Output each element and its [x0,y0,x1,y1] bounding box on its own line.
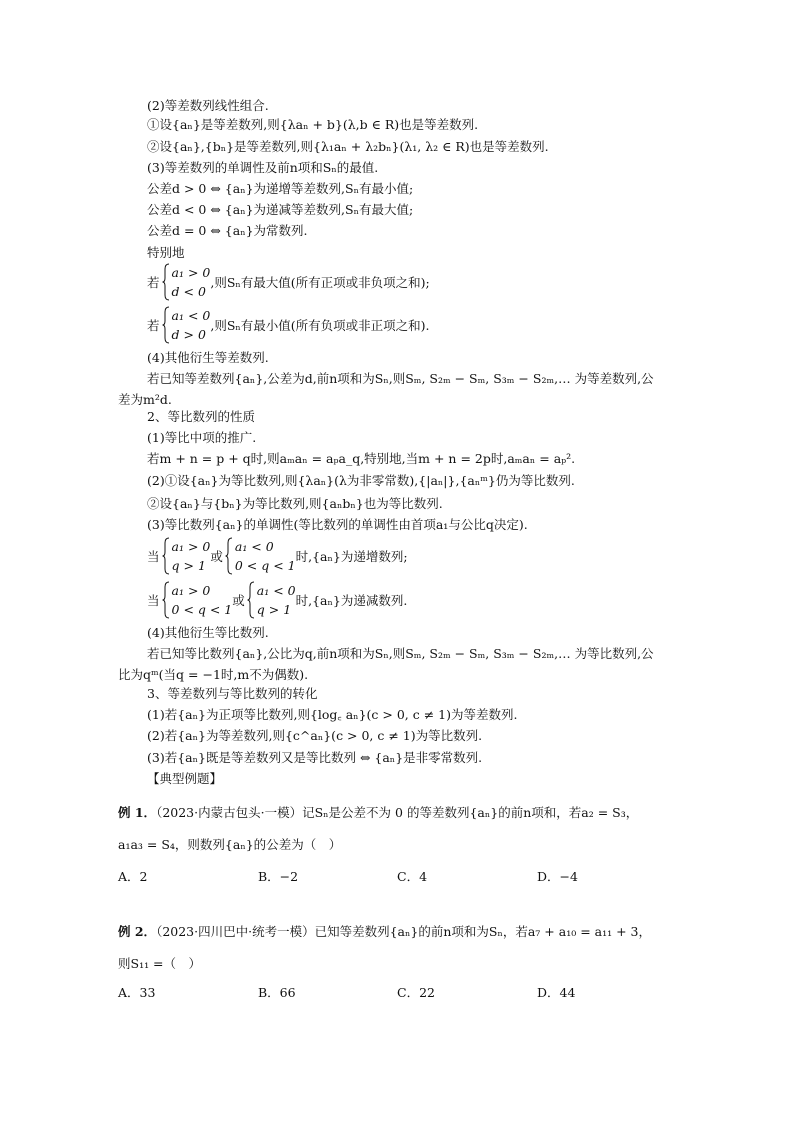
text-line: (4)其他衍生等差数列. [147,350,269,365]
condition-line: a₁ < 0 [171,308,211,323]
system-prefix: 若 [147,318,160,333]
text-line: 若m + n = p + q时,则aₘaₙ = aₚa_q,特别地,当m + n = 2p时,aₘaₙ = aₚ². [147,451,576,466]
text-line: (2)①设{aₙ}为等比数列,则{λaₙ}(λ为非零常数),{|aₙ|},{aₙᵐ}仍为等比数列. [147,473,575,488]
text-line: ②设{aₙ}与{bₙ}为等比数列,则{aₙbₙ}也为等比数列. [147,496,443,511]
example-2-question [118,923,651,941]
left-brace-icon [162,306,170,344]
text-line: 特别地 [147,245,185,260]
condition-line: a₁ > 0 [171,583,211,598]
option-b[interactable]: B．66 [258,985,296,1000]
condition-line: d > 0 [171,327,206,342]
condition-stack [172,582,233,618]
left-brace-icon [247,581,255,619]
example-text: （2023·内蒙古包头·一模）记Sₙ是公差不为 0 的等差数列{aₙ}的前n项和，若a₂ = S₃， [156,805,639,820]
condition-line: 0 < q < 1 [171,602,233,617]
section-heading: 2、等比数列的性质 [147,409,255,424]
option-a[interactable]: A．33 [118,985,156,1000]
condition-line: a₁ > 0 [171,265,211,280]
condition-system-decreasing [147,580,407,620]
condition-line: d < 0 [171,284,206,299]
option-d[interactable]: D．44 [537,985,576,1000]
example-1-question-cont: a₁a₃ = S₄，则数列{aₙ}的公差为（ ） [118,837,342,852]
system-prefix: 若 [147,275,160,290]
condition-line: a₁ > 0 [171,539,211,554]
example-1-question [118,804,638,822]
text-line: ②设{aₙ},{bₙ}是等差数列,则{λ₁aₙ + λ₂bₙ}(λ₁, λ₂ ∈ R)也是等差数列. [147,139,549,154]
condition-system-max [147,262,430,302]
condition-line: a₁ < 0 [256,583,296,598]
example-text: （2023·四川巴中·统考一模）已知等差数列{aₙ}的前n项和为Sₙ，若a₇ + a₁₀ = a₁₁ + 3， [156,924,651,939]
text-line: 差为m²d. [118,392,172,407]
left-brace-icon [225,537,233,575]
condition-stack [172,538,211,574]
system-conclusion: 时,{aₙ}为递增数列; [295,549,408,564]
condition-line: q > 1 [256,602,292,617]
system-conclusion: ,则Sₙ有最大值(所有正项或非负项之和); [210,275,430,290]
text-line: 若已知等差数列{aₙ},公差为d,前n项和为Sₙ,则Sₘ, S₂ₘ − Sₘ, S₃ₘ − S₂ₘ,… 为等差数列,公 [147,371,654,386]
text-line: (3)若{aₙ}既是等差数列又是等比数列 ⇔ {aₙ}是非零常数列. [147,750,483,765]
system-connector: 或 [232,593,245,608]
option-c[interactable]: C．22 [397,985,435,1000]
option-a[interactable]: A．2 [118,869,148,884]
system-connector: 或 [210,549,223,564]
text-line: (4)其他衍生等比数列. [147,625,269,640]
condition-line: 0 < q < 1 [234,558,296,573]
condition-stack [172,307,211,343]
section-heading: 【典型例题】 [147,771,223,786]
text-line: (2)等差数列线性组合. [147,98,269,113]
condition-stack [235,538,296,574]
condition-stack [172,264,211,300]
condition-line: a₁ < 0 [234,539,274,554]
left-brace-icon [162,263,170,301]
system-prefix: 当 [147,549,160,564]
text-line: (1)等比中项的推广. [147,430,257,445]
text-line: (3)等比数列{aₙ}的单调性(等比数列的单调性由首项a₁与公比q决定). [147,517,528,532]
left-brace-icon [162,581,170,619]
text-line: 比为qᵐ(当q = −1时,m不为偶数). [118,667,309,682]
text-line: (2)若{aₙ}为等差数列,则{c^aₙ}(c > 0, c ≠ 1)为等比数列. [147,728,483,743]
option-d[interactable]: D．−4 [537,869,578,884]
system-prefix: 当 [147,593,160,608]
text-line: 公差d = 0 ⇔ {aₙ}为常数列. [147,223,308,238]
left-brace-icon [162,537,170,575]
condition-system-min [147,305,430,345]
condition-system-increasing [147,536,408,576]
text-line: 若已知等比数列{aₙ},公比为q,前n项和为Sₙ,则Sₘ, S₂ₘ − Sₘ, S₃ₘ − S₂ₘ,… 为等比数列,公 [147,646,654,661]
example-label: 例 2． [118,924,157,939]
example-label: 例 1． [118,805,157,820]
system-conclusion: 时,{aₙ}为递减数列. [295,593,408,608]
option-c[interactable]: C．4 [397,869,428,884]
section-heading: 3、等差数列与等比数列的转化 [147,686,318,701]
text-line: 公差d < 0 ⇔ {aₙ}为递减等差数列,Sₙ有最大值; [147,202,414,217]
option-b[interactable]: B．−2 [258,869,299,884]
example-2-question-cont: 则S₁₁ =（ ） [118,956,202,971]
text-line: (3)等差数列的单调性及前n项和Sₙ的最值. [147,160,379,175]
condition-stack [257,582,296,618]
text-line: (1)若{aₙ}为正项等比数列,则{log꜀ aₙ}(c > 0, c ≠ 1)为等差数列. [147,707,518,722]
text-line: 公差d > 0 ⇔ {aₙ}为递增等差数列,Sₙ有最小值; [147,181,414,196]
text-line: ①设{aₙ}是等差数列,则{λaₙ + b}(λ,b ∈ R)也是等差数列. [147,117,479,132]
system-conclusion: ,则Sₙ有最小值(所有负项或非正项之和). [210,318,430,333]
condition-line: q > 1 [171,558,206,573]
